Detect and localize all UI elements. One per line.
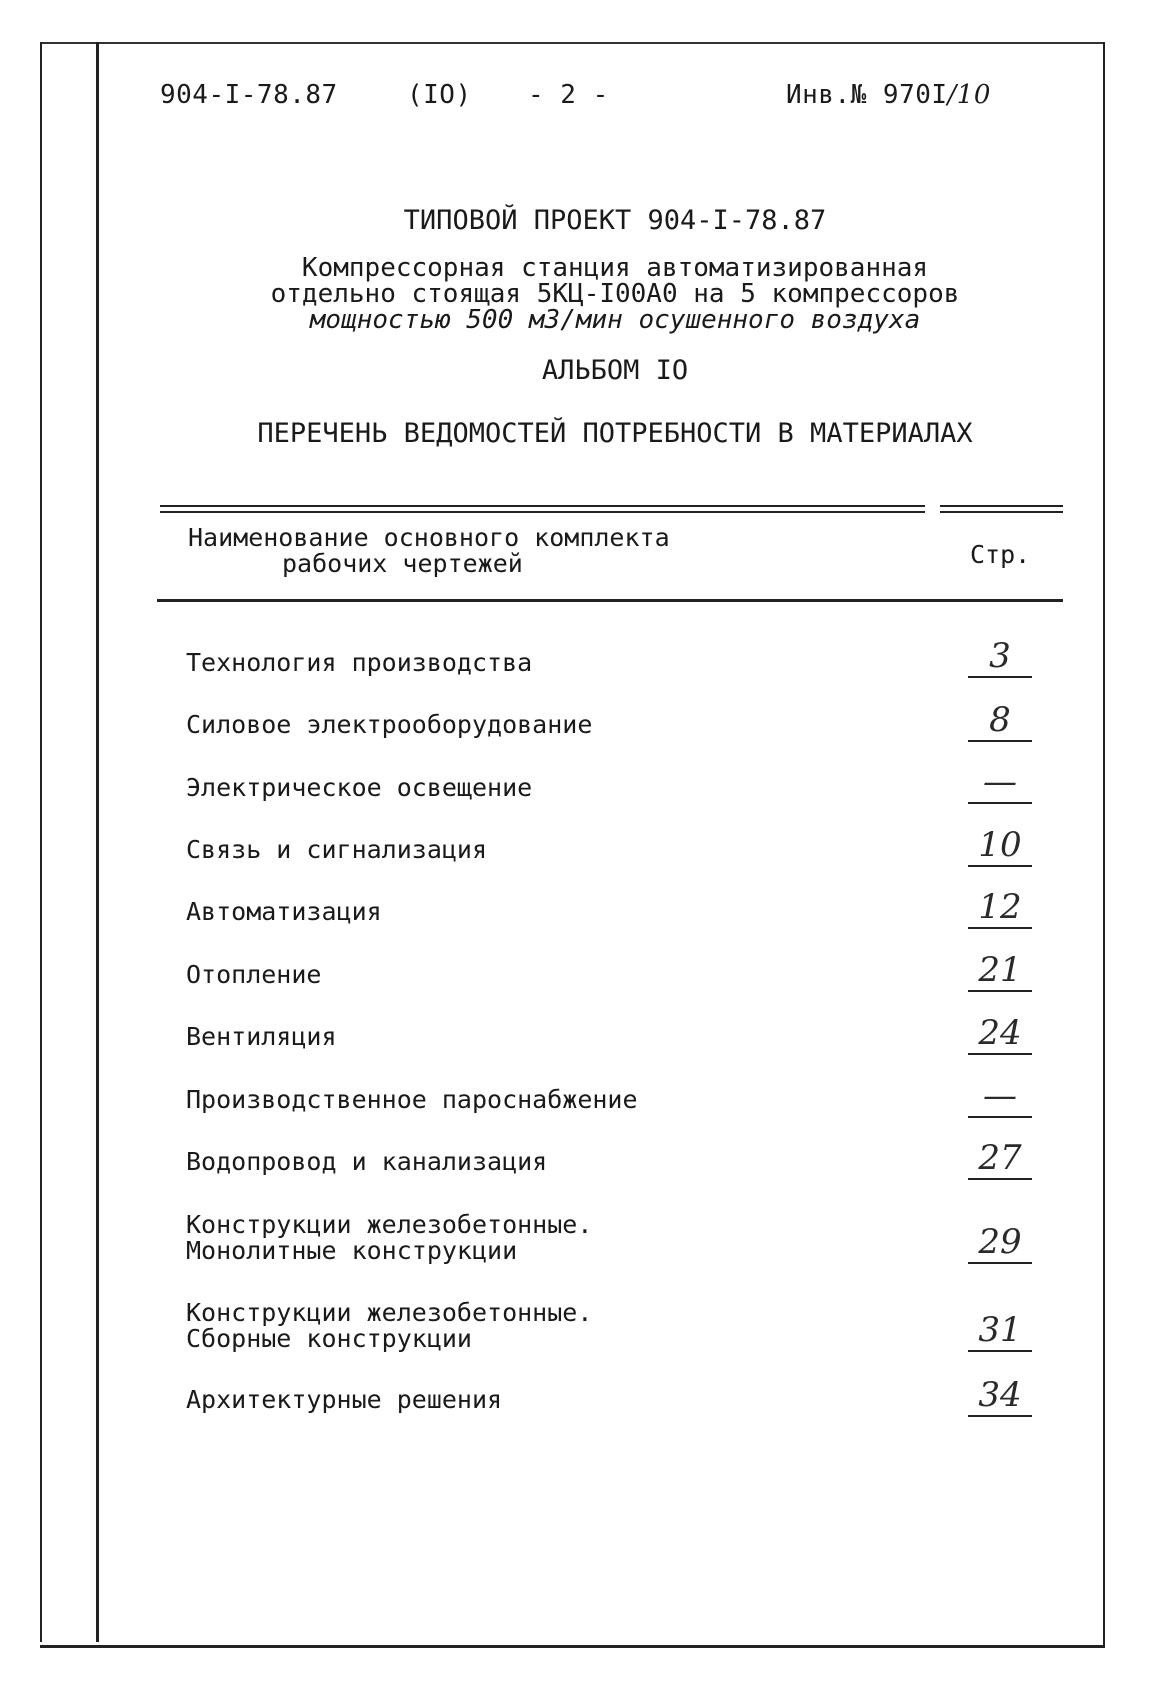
album-title: АЛЬБОМ IO: [541, 355, 689, 386]
frame-bottom-line: [40, 1645, 1105, 1648]
table-row-name: [186, 1212, 592, 1264]
table-row-page: 27: [968, 1138, 1032, 1180]
header-code: 904-I-78.87: [160, 80, 338, 110]
table-row-page: 34: [968, 1375, 1032, 1417]
table-row-page: 3: [968, 636, 1032, 678]
table-row-page: 24: [968, 1013, 1032, 1055]
header-inventory: [786, 80, 991, 110]
inventory-label: Инв.№ 970I: [786, 80, 948, 110]
table-row-name-line-2: Монолитные конструкции: [186, 1236, 518, 1265]
table-top-rule: [160, 511, 925, 513]
table-row-name: Технология производства: [186, 648, 533, 677]
description-line-3: мощностью 500 м3/мин осушенного воздуха: [309, 305, 921, 335]
header-album-number: (IO): [407, 80, 472, 110]
description-line-2: отдельно стоящая 5КЦ-I00А0 на 5 компрессоров: [270, 279, 960, 309]
table-row-name: Силовое электрооборудование: [186, 710, 593, 739]
table-top-rule: [940, 505, 1063, 507]
table-row-name: Вентиляция: [186, 1022, 337, 1051]
table-row-page: 12: [968, 887, 1032, 929]
table-row-name-line-2: Сборные конструкции: [186, 1324, 472, 1353]
table-top-rule: [940, 511, 1063, 513]
column-header-name-line-2: рабочих чертежей: [282, 549, 523, 578]
table-row-page: 21: [968, 950, 1032, 992]
frame-right-line: [1103, 42, 1105, 1647]
table-row-page: 10: [968, 825, 1032, 867]
table-row-name: Отопление: [186, 960, 322, 989]
table-header-rule: [157, 599, 1063, 602]
inventory-handwritten: /10: [947, 80, 991, 110]
table-row-name: Архитектурные решения: [186, 1385, 503, 1414]
header-page-number: - 2 -: [528, 80, 609, 110]
table-row-name: Водопровод и канализация: [186, 1147, 548, 1176]
column-header-name-line-1: Наименование основного комплекта: [188, 523, 670, 552]
table-row-page: —: [968, 762, 1032, 804]
project-description: [200, 255, 1030, 333]
table-row-page: 31: [968, 1310, 1032, 1352]
table-row-name: Электрическое освещение: [186, 773, 533, 802]
table-row-name: Связь и сигнализация: [186, 835, 488, 864]
description-line-1: Компрессорная станция автоматизированная: [301, 253, 929, 283]
table-row-page: —: [968, 1076, 1032, 1118]
document-title: ТИПОВОЙ ПРОЕКТ 904-I-78.87: [403, 205, 827, 236]
column-header-name: [188, 525, 670, 577]
frame-top-line: [40, 42, 1105, 44]
table-row-name: [186, 1300, 592, 1352]
frame-left-outer-line: [40, 42, 42, 1642]
table-row-name: Производственное пароснабжение: [186, 1085, 638, 1114]
table-top-rule: [160, 505, 925, 507]
list-title: ПЕРЕЧЕНЬ ВЕДОМОСТЕЙ ПОТРЕБНОСТИ В МАТЕРИАЛАХ: [257, 418, 973, 449]
table-row-name-line-1: Конструкции железобетонные.: [186, 1210, 593, 1239]
table-row-page: 8: [968, 700, 1032, 742]
table-row-name-line-1: Конструкции железобетонные.: [186, 1298, 593, 1327]
table-row-name: Автоматизация: [186, 897, 382, 926]
frame-left-inner-line: [96, 42, 99, 1642]
column-header-page: Стр.: [970, 540, 1031, 569]
table-row-page: 29: [968, 1222, 1032, 1264]
